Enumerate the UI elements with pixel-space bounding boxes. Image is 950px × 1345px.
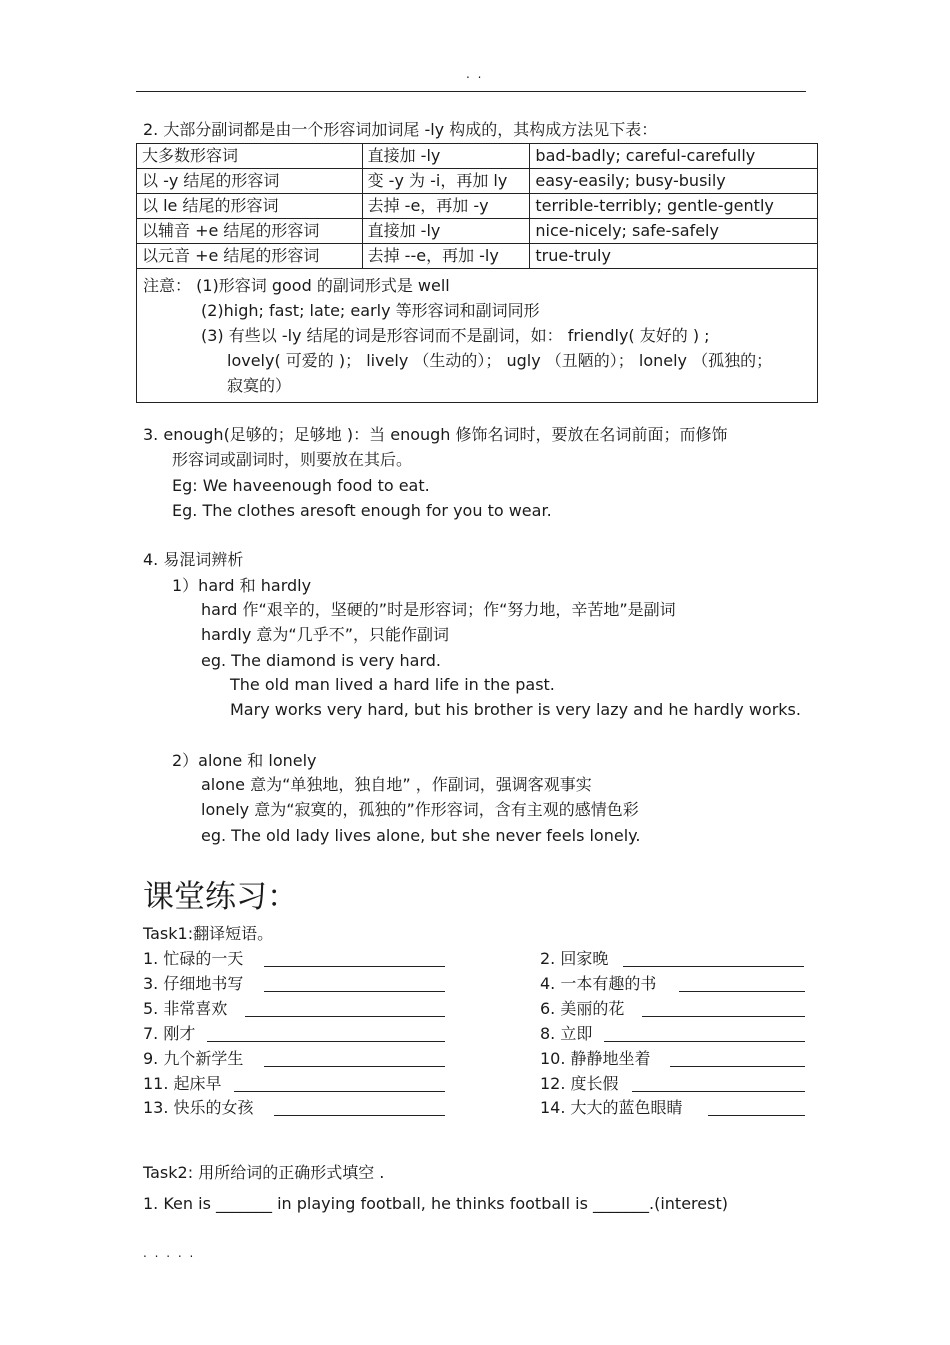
table-row — [137, 219, 818, 244]
answer-blank[interactable] — [234, 1091, 445, 1092]
cell-method: 变 -y 为 -i，再加 ly — [362, 169, 530, 194]
section3-line-2: 形容词或副词时，则要放在其后。 — [172, 450, 413, 469]
task1-title: Task1:翻译短语。 — [143, 924, 274, 943]
task1-item: 1. 忙碌的一天 — [143, 949, 244, 968]
adverb-formation-table — [136, 143, 818, 403]
lonely-definition: lonely 意为“寂寞的，孤独的”作形容词，含有主观的感情色彩 — [201, 800, 639, 819]
task1-item: 2. 回家晚 — [540, 949, 609, 968]
section3-example-1: Eg: We haveenough food to eat. — [172, 476, 430, 495]
answer-blank[interactable] — [245, 1016, 445, 1017]
cell-method: 去掉 -e，再加 -y — [362, 194, 530, 219]
task1-item: 11. 起床早 — [143, 1074, 222, 1093]
task1-item: 3. 仔细地书写 — [143, 974, 244, 993]
table-row — [137, 194, 818, 219]
answer-blank[interactable] — [264, 991, 445, 992]
answer-blank[interactable] — [708, 1115, 805, 1116]
task2-title: Task2: 用所给词的正确形式填空 . — [143, 1163, 385, 1182]
cell-method: 去掉 --e，再加 -ly — [362, 244, 530, 269]
answer-blank[interactable] — [274, 1115, 445, 1116]
answer-blank[interactable] — [623, 966, 804, 967]
task1-item: 7. 刚才 — [143, 1024, 196, 1043]
note-line-5: 寂寞的） — [227, 376, 292, 395]
page-header-dots: . . — [466, 67, 484, 81]
table-note-row — [137, 269, 818, 403]
task1-item: 9. 九个新学生 — [143, 1049, 244, 1068]
section2-intro: 2. 大部分副词都是由一个形容词加词尾 -ly 构成的，其构成方法见下表： — [143, 120, 658, 139]
section4-sub1-title: 1）hard 和 hardly — [172, 576, 312, 595]
section3-example-2: Eg. The clothes aresoft enough for you to wear. — [172, 501, 552, 520]
cell-type: 以 -y 结尾的形容词 — [137, 169, 363, 194]
section4-title: 4. 易混词辨析 — [143, 550, 244, 569]
section4-sub2-title: 2）alone 和 lonely — [172, 751, 317, 770]
cell-examples: bad-badly; careful-carefully — [530, 144, 818, 169]
cell-examples: terrible-terribly; gentle-gently — [530, 194, 818, 219]
note-line-2: (2)high; fast; late; early 等形容词和副词同形 — [201, 301, 540, 320]
hardly-definition: hardly 意为“几乎不”，只能作副词 — [201, 625, 449, 644]
hard-example-1: eg. The diamond is very hard. — [201, 651, 441, 670]
practice-heading: 课堂练习： — [143, 879, 298, 915]
hard-example-2: The old man lived a hard life in the past. — [230, 675, 555, 694]
task1-item: 10. 静静地坐着 — [540, 1049, 651, 1068]
cell-type: 以辅音 +e 结尾的形容词 — [137, 219, 363, 244]
table-note — [137, 269, 818, 403]
answer-blank[interactable] — [207, 1041, 445, 1042]
cell-method: 直接加 -ly — [362, 144, 530, 169]
task1-item: 4. 一本有趣的书 — [540, 974, 657, 993]
note-line-3: (3) 有些以 -ly 结尾的词是形容词而不是副词，如： friendly( 友好的 ) ; — [201, 326, 710, 345]
table-row — [137, 144, 818, 169]
answer-blank[interactable] — [670, 1066, 805, 1067]
page-footer-dots: . . . . . — [143, 1246, 196, 1260]
answer-blank[interactable] — [642, 1016, 805, 1017]
table-row — [137, 169, 818, 194]
table-row — [137, 244, 818, 269]
cell-examples: true-truly — [530, 244, 818, 269]
task2-question-1: 1. Ken is _______ in playing football, he thinks football is _______.(interest) — [143, 1194, 728, 1213]
cell-type: 以 le 结尾的形容词 — [137, 194, 363, 219]
cell-examples: nice-nicely; safe-safely — [530, 219, 818, 244]
hard-example-3: Mary works very hard, but his brother is very lazy and he hardly works. — [230, 700, 801, 719]
answer-blank[interactable] — [264, 1066, 445, 1067]
cell-type: 以元音 +e 结尾的形容词 — [137, 244, 363, 269]
task1-item: 8. 立即 — [540, 1024, 593, 1043]
header-rule — [136, 91, 806, 92]
answer-blank[interactable] — [679, 991, 805, 992]
answer-blank[interactable] — [264, 966, 445, 967]
answer-blank[interactable] — [604, 1041, 805, 1042]
alone-definition: alone 意为“单独地，独自地” ，作副词，强调客观事实 — [201, 775, 592, 794]
task1-item: 12. 度长假 — [540, 1074, 619, 1093]
hard-definition: hard 作“艰辛的，坚硬的”时是形容词；作“努力地，辛苦地”是副词 — [201, 600, 676, 619]
task1-item: 5. 非常喜欢 — [143, 999, 228, 1018]
note-line-4: lovely( 可爱的 )； lively （生动的）； ugly （丑陋的）； lonely （孤独的； — [227, 351, 773, 370]
cell-examples: easy-easily; busy-busily — [530, 169, 818, 194]
cell-method: 直接加 -ly — [362, 219, 530, 244]
alone-lonely-example: eg. The old lady lives alone, but she never feels lonely. — [201, 826, 641, 845]
cell-type: 大多数形容词 — [137, 144, 363, 169]
section3-line-1: 3. enough(足够的；足够地 )：当 enough 修饰名词时，要放在名词前面；而修饰 — [143, 425, 728, 444]
task1-item: 13. 快乐的女孩 — [143, 1098, 254, 1117]
note-line-1: 注意： (1)形容词 good 的副词形式是 well — [143, 276, 450, 295]
answer-blank[interactable] — [632, 1091, 805, 1092]
task1-item: 14. 大大的蓝色眼睛 — [540, 1098, 683, 1117]
task1-item: 6. 美丽的花 — [540, 999, 625, 1018]
